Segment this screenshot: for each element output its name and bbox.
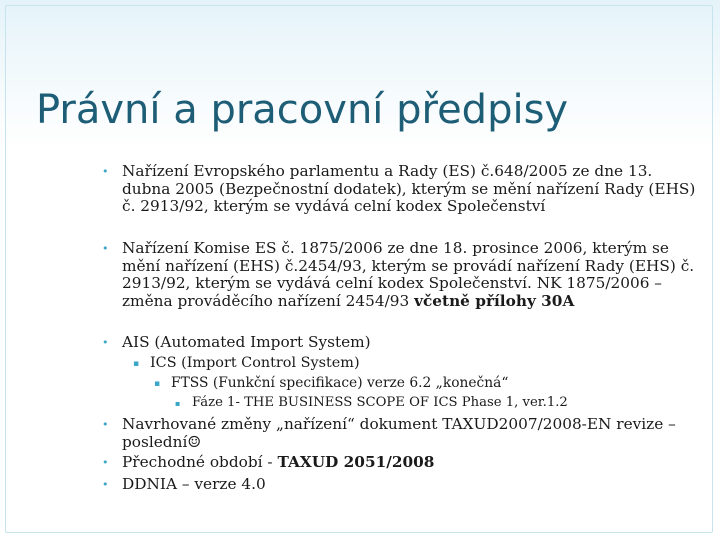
- bullet-dot-icon: •: [102, 456, 109, 469]
- bullet-text: Navrhované změny „nařízení“ dokument TAXUD2007/2008-EN revize – poslední☺: [122, 415, 676, 451]
- bullet-text: DDNIA – verze 4.0: [122, 475, 266, 493]
- bullet-square-icon: ▪: [175, 399, 181, 408]
- bullet-item-1: [102, 162, 702, 216]
- bullet-item-6: [102, 475, 702, 494]
- bullet-dot-icon: •: [102, 478, 109, 491]
- bullet-text: Přechodné období -: [122, 453, 278, 471]
- bullet-square-icon: ▪: [133, 359, 140, 369]
- bullet-dot-icon: •: [102, 336, 109, 349]
- bullet-text: Fáze 1- THE BUSINESS SCOPE OF ICS Phase 1, ver.1.2: [192, 395, 568, 410]
- bullet-text: FTSS (Funkční specifikace) verze 6.2 „konečná“: [171, 375, 509, 391]
- bullet-bold-text: TAXUD 2051/2008: [277, 453, 435, 471]
- bullet-item-3-1-1-1: [175, 395, 702, 411]
- bullet-dot-icon: •: [102, 242, 109, 255]
- slide-title: Právní a pracovní předpisy: [36, 87, 569, 133]
- bullet-dot-icon: •: [102, 418, 109, 431]
- bullet-item-3: [102, 333, 702, 352]
- bullet-square-icon: ▪: [154, 379, 161, 389]
- bullet-text: Nařízení Komise ES č. 1875/2006 ze dne 18. prosince 2006, kterým se mění nařízení (EHS) č.2454/93, kterým se provádí nařízení Rady (EHS) č. 2913/92, kterým se vydává celní kodex Společenství. NK 1875/2006 – změna prováděcího nařízení 2454/93: [122, 239, 695, 310]
- bullet-dot-icon: •: [102, 165, 109, 178]
- bullet-item-3-1: [133, 355, 700, 372]
- bullet-item-2: [102, 239, 702, 310]
- bullet-text: ICS (Import Control System): [150, 355, 360, 371]
- bullet-item-3-1-1: [154, 375, 701, 392]
- bullet-item-5: [102, 453, 702, 472]
- bullet-text: Nařízení Evropského parlamentu a Rady (ES) č.648/2005 ze dne 13. dubna 2005 (Bezpečnostní dodatek), kterým se mění nařízení Rady (EHS) č. 2913/92, kterým se vydává celní kodex Společenství: [122, 162, 696, 215]
- bullet-bold-text: včetně přílohy 30A: [414, 291, 575, 310]
- bullet-item-4: [102, 415, 702, 451]
- bullet-text: AIS (Automated Import System): [122, 333, 371, 351]
